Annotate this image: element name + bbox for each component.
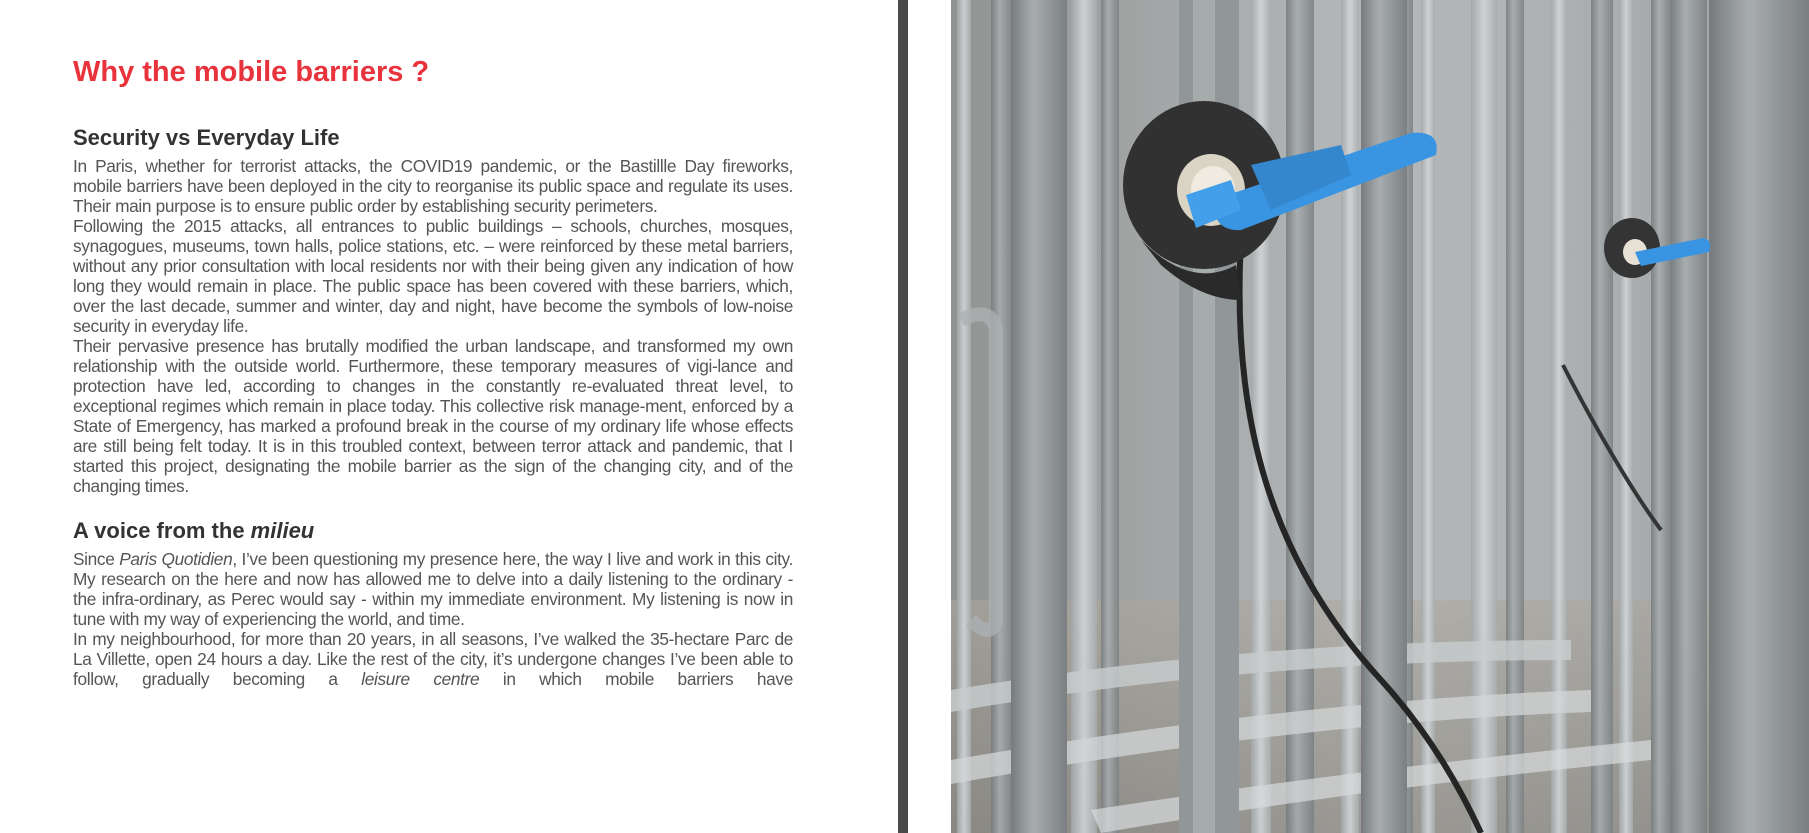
voice-2-lead: In my neighbourhood, for more than 20 years, in all seasons, I’ve walked the 35-hectare Parc de La Villette, open 24 hours a day. Like the rest of the city, it’s undergone changes I’ve been able to follow, gradually becoming a <box>73 629 793 689</box>
heading-voice-italic: milieu <box>250 518 315 543</box>
section-heading-voice <box>73 517 793 545</box>
voice-1-rest: , I’ve been questioning my presence here, the way I live and work in this city. My research on the here and now has allowed me to delve into a daily listening to the ordinary - the infra-ordinary, as Perec would say - within my immediate environment. My listening is now in tune with my way of experiencing the world, and time. <box>73 549 794 629</box>
text-page <box>0 0 898 833</box>
page-title: Why the mobile barriers ? <box>73 56 430 88</box>
section-heading-security: Security vs Everyday Life <box>73 125 340 150</box>
photo-barriers-microphone <box>951 0 1809 833</box>
paragraph-voice-1 <box>73 549 793 629</box>
photo-illustration <box>951 0 1809 833</box>
paragraph-security-2: Following the 2015 attacks, all entrances to public buildings – schools, churches, mosques, synagogues, museums, town halls, police stations, etc. – were reinforced by these metal barriers, without any prior consultation with local residents nor with their being given any indication of how long they would remain in place. The public space has been covered with these barriers, which, over the last decade, summer and winter, day and night, have become the symbols of low-noise security in everyday life. <box>73 216 793 336</box>
voice-1-italic: Paris Quotidien <box>119 549 233 569</box>
paragraph-voice-2 <box>73 629 793 689</box>
text-column <box>73 54 793 689</box>
voice-1-lead: Since <box>73 549 120 569</box>
paragraph-security-3: Their pervasive presence has brutally modified the urban landscape, and transformed my own relationship with the outside world. Furthermore, these temporary measures of vigi-lance and protection have led, according to changes in the constantly re-evaluated threat level, to exceptional regimes which remain in place today. This collective risk manage-ment, enforced by a State of Emergency, has marked a profound break in the course of my ordinary life whose effects are still being felt today. It is in this troubled context, between terror attack and pandemic, that I started this project, designating the mobile barrier as the sign of the changing city, and of the changing times. <box>73 336 793 496</box>
paragraph-security-1: In Paris, whether for terrorist attacks, the COVID19 pandemic, or the Bastillle Day fireworks, mobile barriers have been deployed in the city to reorganise its public space and regulate its uses. Their main purpose is to ensure public order by establishing security perimeters. <box>73 156 793 216</box>
voice-2-italic: leisure centre <box>361 669 480 689</box>
page-gutter-divider <box>898 0 908 833</box>
voice-2-rest: in which mobile barriers have <box>479 669 793 689</box>
heading-voice-prefix: A voice from the <box>73 518 251 543</box>
